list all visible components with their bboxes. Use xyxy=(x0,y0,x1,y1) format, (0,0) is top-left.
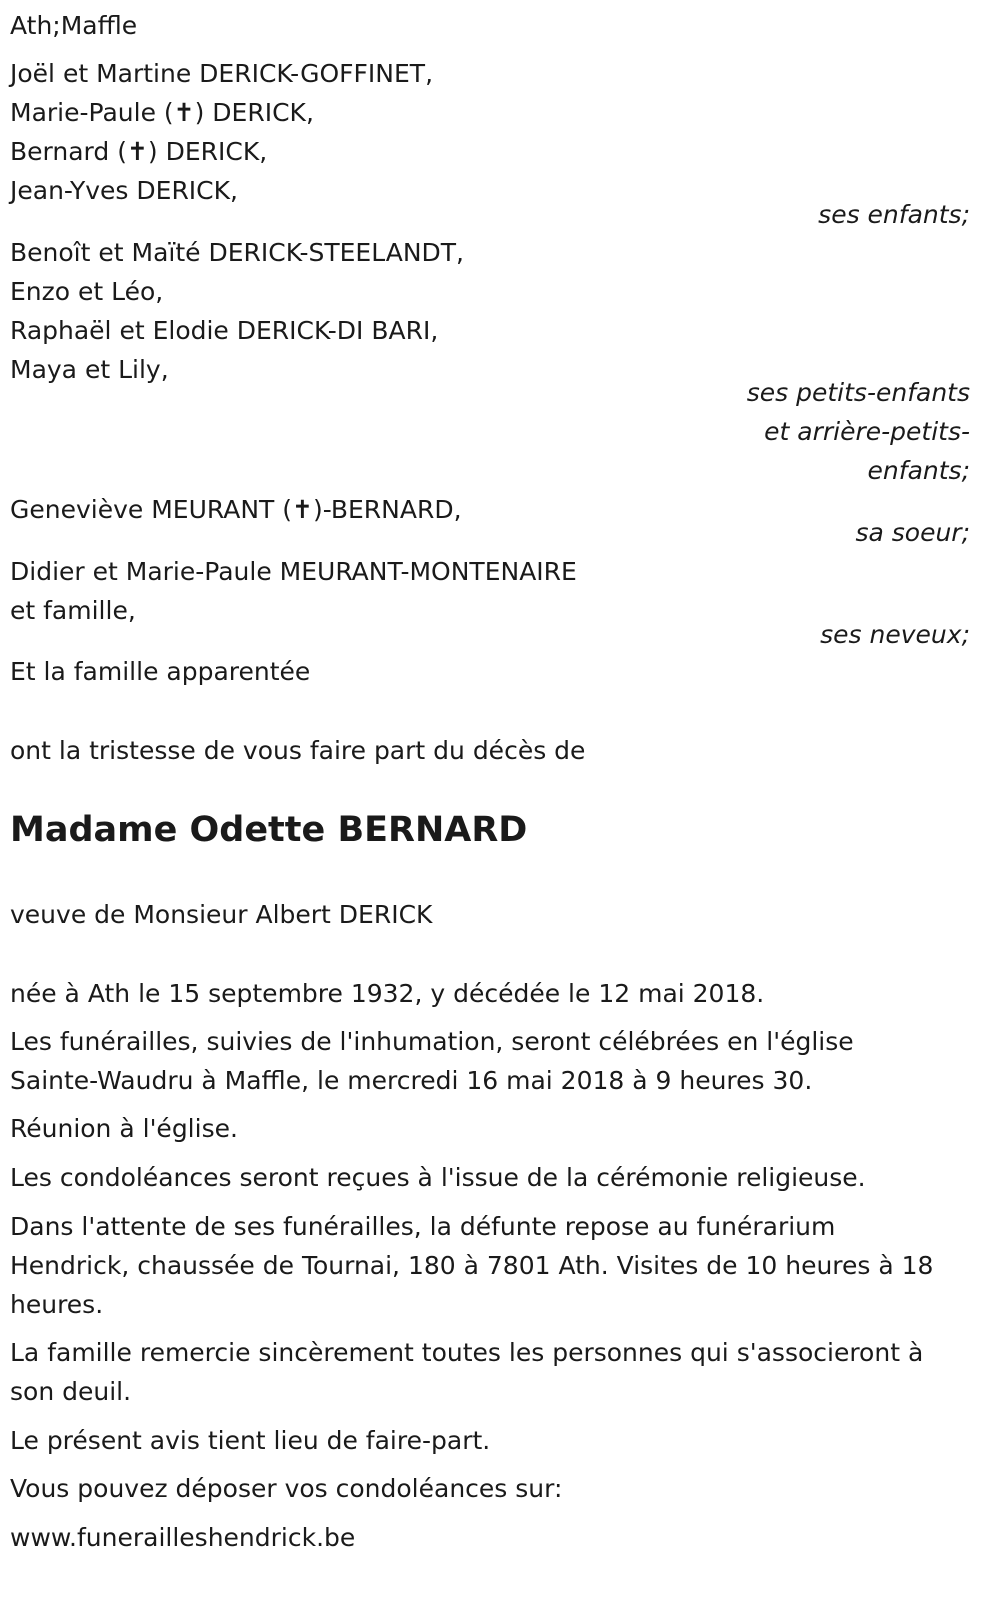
website-link[interactable]: www.funerailleshendrick.be xyxy=(10,1523,356,1552)
location: Ath;Maffle xyxy=(10,11,138,40)
thanks-line: La famille remercie sincèrement toutes les personnes qui s'associeront à xyxy=(10,1338,924,1367)
funeral-line: Sainte-Waudru à Maffle, le mercredi 16 mai 2018 à 9 heures 30. xyxy=(10,1066,813,1095)
funerarium-line: Dans l'attente de ses funérailles, la défunte repose au funérarium xyxy=(10,1212,836,1241)
meeting: Réunion à l'église. xyxy=(10,1114,238,1143)
child-line: Jean-Yves DERICK, xyxy=(10,176,238,205)
grandchild-line: Raphaël et Elodie DERICK-DI BARI, xyxy=(10,316,439,345)
funerarium-line: heures. xyxy=(10,1290,104,1319)
child-line: Joël et Martine DERICK-GOFFINET, xyxy=(10,59,434,88)
funeral-line: Les funérailles, suivies de l'inhumation, seront célébrées en l'église xyxy=(10,1027,854,1056)
online-condolences: Vous pouvez déposer vos condoléances sur: xyxy=(10,1474,563,1503)
children-role: ses enfants; xyxy=(818,200,970,229)
nephew-line: et famille, xyxy=(10,596,136,625)
notice: Le présent avis tient lieu de faire-part. xyxy=(10,1426,491,1455)
nephew-line: Didier et Marie-Paule MEURANT-MONTENAIRE xyxy=(10,557,577,586)
born-died: née à Ath le 15 septembre 1932, y décédée le 12 mai 2018. xyxy=(10,979,765,1008)
announcement: ont la tristesse de vous faire part du décès de xyxy=(10,736,586,765)
widow-of: veuve de Monsieur Albert DERICK xyxy=(10,900,433,929)
family-line: Et la famille apparentée xyxy=(10,657,311,686)
grandchild-line: Maya et Lily, xyxy=(10,355,169,384)
grandchild-line: Enzo et Léo, xyxy=(10,277,164,306)
grandchildren-role: ses petits-enfants xyxy=(746,378,970,407)
condolences: Les condoléances seront reçues à l'issue de la cérémonie religieuse. xyxy=(10,1163,866,1192)
grandchildren-role: et arrière-petits- xyxy=(764,417,970,446)
thanks-line: son deuil. xyxy=(10,1377,132,1406)
grandchild-line: Benoît et Maïté DERICK-STEELANDT, xyxy=(10,238,465,267)
child-line: Bernard (✝) DERICK, xyxy=(10,137,268,166)
child-line: Marie-Paule (✝) DERICK, xyxy=(10,98,314,127)
sister-line: Geneviève MEURANT (✝)-BERNARD, xyxy=(10,495,462,524)
sister-role: sa soeur; xyxy=(855,518,970,547)
funerarium-line: Hendrick, chaussée de Tournai, 180 à 7801 Ath. Visites de 10 heures à 18 xyxy=(10,1251,934,1280)
nephews-role: ses neveux; xyxy=(820,620,970,649)
grandchildren-role: enfants; xyxy=(867,456,970,485)
deceased-name: Madame Odette BERNARD xyxy=(10,810,528,850)
